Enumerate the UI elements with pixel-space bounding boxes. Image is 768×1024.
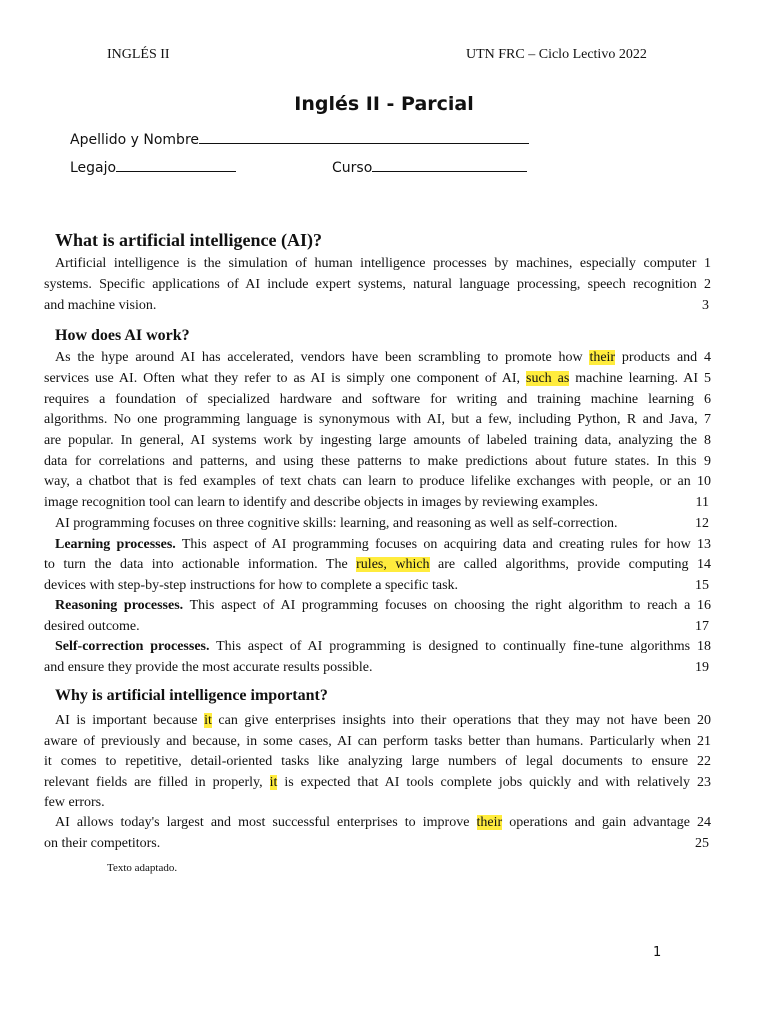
text-run: AI allows today's largest and most successful enterprises to improve	[55, 815, 477, 830]
page-title: Inglés II - Parcial	[294, 93, 474, 115]
line-text	[44, 537, 691, 552]
legajo-label: Legajo	[70, 160, 117, 176]
text-line	[44, 576, 711, 596]
text-line	[44, 596, 711, 616]
text-line	[44, 410, 711, 430]
line-number: 19	[695, 660, 709, 675]
line-text	[44, 775, 690, 790]
text-run: This aspect of AI programming focuses on choosing the right algorithm to reach a	[183, 598, 691, 613]
section-heading-how-ai-works: How does AI work?	[55, 327, 190, 344]
line-number: 4	[704, 350, 711, 365]
line-number	[709, 793, 711, 813]
text-line	[44, 813, 711, 833]
text-run: requires a foundation of specialized hardware and software for writing and training machine learning	[44, 392, 694, 407]
line-text	[44, 815, 690, 830]
line-number: 14	[697, 557, 712, 572]
text-run: way, a chatbot that is fed examples of text chats can learn to produce lifelike exchanges with people, or an	[44, 474, 691, 489]
line-number: 6	[704, 392, 711, 407]
line-text	[44, 454, 696, 469]
text-run: are called algorithms, provide computing	[429, 557, 689, 572]
text-run: Artificial intelligence is the simulation of human intelligence processes by machines, especially computer	[55, 256, 697, 271]
text-line	[44, 369, 711, 389]
line-text	[44, 371, 698, 386]
line-text	[44, 734, 691, 749]
section-heading-why-important: Why is artificial intelligence important?	[55, 687, 328, 704]
legajo-blank[interactable]	[116, 159, 236, 172]
line-text	[44, 598, 690, 613]
line-number: 20	[697, 713, 712, 728]
text-line	[44, 275, 711, 295]
curso-field[interactable]	[332, 159, 527, 176]
highlighted-word: their	[476, 815, 503, 830]
text-line	[44, 254, 711, 274]
line-number: 16	[697, 598, 712, 613]
line-text	[44, 296, 156, 316]
text-run: and ensure they provide the most accurate results possible.	[44, 660, 373, 675]
text-run: to turn the data into actionable information. The	[44, 557, 357, 572]
text-run: on their competitors.	[44, 836, 161, 851]
text-line	[44, 431, 711, 451]
bold-lead-term: Self-correction processes.	[55, 639, 210, 654]
name-label: Apellido y Nombre	[70, 132, 200, 148]
line-text	[44, 576, 458, 596]
text-line	[44, 732, 711, 752]
text-line	[44, 390, 711, 410]
text-line	[44, 658, 711, 678]
text-run: are popular. In general, AI systems work by ingesting large amounts of labeled training data, analyzing the	[44, 433, 697, 448]
line-number: 25	[695, 836, 709, 851]
text-run: This aspect of AI programming is designed to continually fine-tune algorithms	[209, 639, 691, 654]
text-line	[44, 617, 711, 637]
line-text	[44, 412, 698, 427]
text-run: machine learning. AI	[569, 371, 699, 386]
text-run: data for correlations and patterns, and using these patterns to make predictions about future states. In this	[44, 454, 697, 469]
text-line	[44, 773, 711, 793]
line-number: 3	[702, 298, 709, 313]
text-line	[44, 555, 711, 575]
text-run: few errors.	[44, 795, 105, 810]
text-run: it comes to repetitive, detail-oriented tasks like analyzing large numbers of legal documents to ensure	[44, 754, 689, 769]
text-line	[44, 472, 711, 492]
text-run: is expected that AI tools complete jobs quickly and with relatively	[277, 775, 691, 790]
text-run: can give enterprises insights into their operations that they may not have been	[211, 713, 691, 728]
line-number: 18	[697, 639, 712, 654]
text-run: aware of previously and because, in some cases, AI can perform tasks better than humans. Particularly when	[44, 734, 691, 749]
line-text	[44, 350, 697, 365]
line-number: 1	[704, 256, 711, 271]
text-run: services use AI. Often what they refer to as AI is simply one component of AI,	[44, 371, 527, 386]
line-number: 5	[704, 371, 712, 386]
name-blank[interactable]	[199, 131, 529, 144]
highlighted-word: it	[269, 775, 278, 790]
page-number: 1	[653, 945, 662, 960]
line-text	[44, 256, 696, 271]
line-number: 12	[695, 516, 709, 531]
text-run: devices with step-by-step instructions for how to complete a specific task.	[44, 578, 459, 593]
line-number: 24	[697, 815, 711, 830]
text-line	[44, 514, 711, 534]
text-run: desired outcome.	[44, 619, 140, 634]
text-line	[44, 348, 711, 368]
text-run: operations and gain advantage	[502, 815, 690, 830]
line-number: 17	[695, 619, 709, 634]
curso-label: Curso	[332, 160, 373, 176]
text-run: As the hype around AI has accelerated, vendors have been scrambling to promote how	[55, 350, 590, 365]
highlighted-word: rules, which	[356, 557, 430, 572]
highlighted-word: it	[204, 713, 212, 728]
text-run: algorithms. No one programming language is synonymous with AI, but a few, including Python, R and Java,	[44, 412, 698, 427]
text-run: relevant fields are filled in properly,	[44, 775, 270, 790]
text-line	[44, 452, 711, 472]
bold-lead-term: Reasoning processes.	[55, 598, 184, 613]
line-text	[44, 474, 691, 489]
line-number: 15	[695, 578, 709, 593]
text-line	[44, 793, 711, 813]
text-line	[44, 296, 711, 316]
text-run: and machine vision.	[44, 298, 157, 313]
line-text	[44, 493, 598, 513]
line-number: 2	[704, 277, 712, 292]
header-course: INGLÉS II	[107, 47, 170, 62]
line-text	[44, 433, 697, 448]
line-text	[44, 658, 373, 678]
text-line	[44, 711, 711, 731]
line-text	[44, 392, 694, 407]
line-text	[44, 793, 105, 813]
line-text	[44, 514, 618, 534]
bold-lead-term: Learning processes.	[55, 537, 176, 552]
source-note: Texto adaptado.	[107, 862, 178, 874]
line-number: 8	[704, 433, 711, 448]
highlighted-word: such as	[526, 371, 570, 386]
line-number: 21	[697, 734, 712, 749]
line-text	[44, 617, 140, 637]
line-number: 7	[704, 412, 711, 427]
legajo-field[interactable]	[70, 159, 236, 176]
text-line	[44, 752, 711, 772]
line-text	[44, 834, 160, 854]
text-run: This aspect of AI programming focuses on acquiring data and creating rules for how	[175, 537, 691, 552]
line-text	[44, 713, 690, 728]
text-run: AI is important because	[55, 713, 205, 728]
text-run: AI programming focuses on three cognitive skills: learning, and reasoning as well as self-correction.	[55, 516, 618, 531]
line-number: 22	[697, 754, 711, 769]
line-number: 23	[697, 775, 712, 790]
line-text	[44, 639, 690, 654]
name-field[interactable]	[70, 131, 529, 148]
line-text	[44, 557, 689, 572]
text-run: systems. Specific applications of AI include expert systems, natural language processing, speech recognition	[44, 277, 697, 292]
line-number: 13	[697, 537, 712, 552]
text-line	[44, 493, 711, 513]
text-run: products and	[615, 350, 698, 365]
line-text	[44, 754, 688, 769]
line-number: 11	[695, 495, 709, 510]
highlighted-word: their	[589, 350, 616, 365]
curso-blank[interactable]	[372, 159, 527, 172]
text-line	[44, 535, 711, 555]
section-heading-what-is-ai: What is artificial intelligence (AI)?	[55, 230, 322, 250]
line-text	[44, 277, 697, 292]
line-number: 10	[697, 474, 711, 489]
text-run: image recognition tool can learn to identify and describe objects in images by reviewing examples.	[44, 495, 598, 510]
text-line	[44, 834, 711, 854]
line-number: 9	[704, 454, 711, 469]
text-line	[44, 637, 711, 657]
header-institution: UTN FRC – Ciclo Lectivo 2022	[466, 47, 647, 62]
